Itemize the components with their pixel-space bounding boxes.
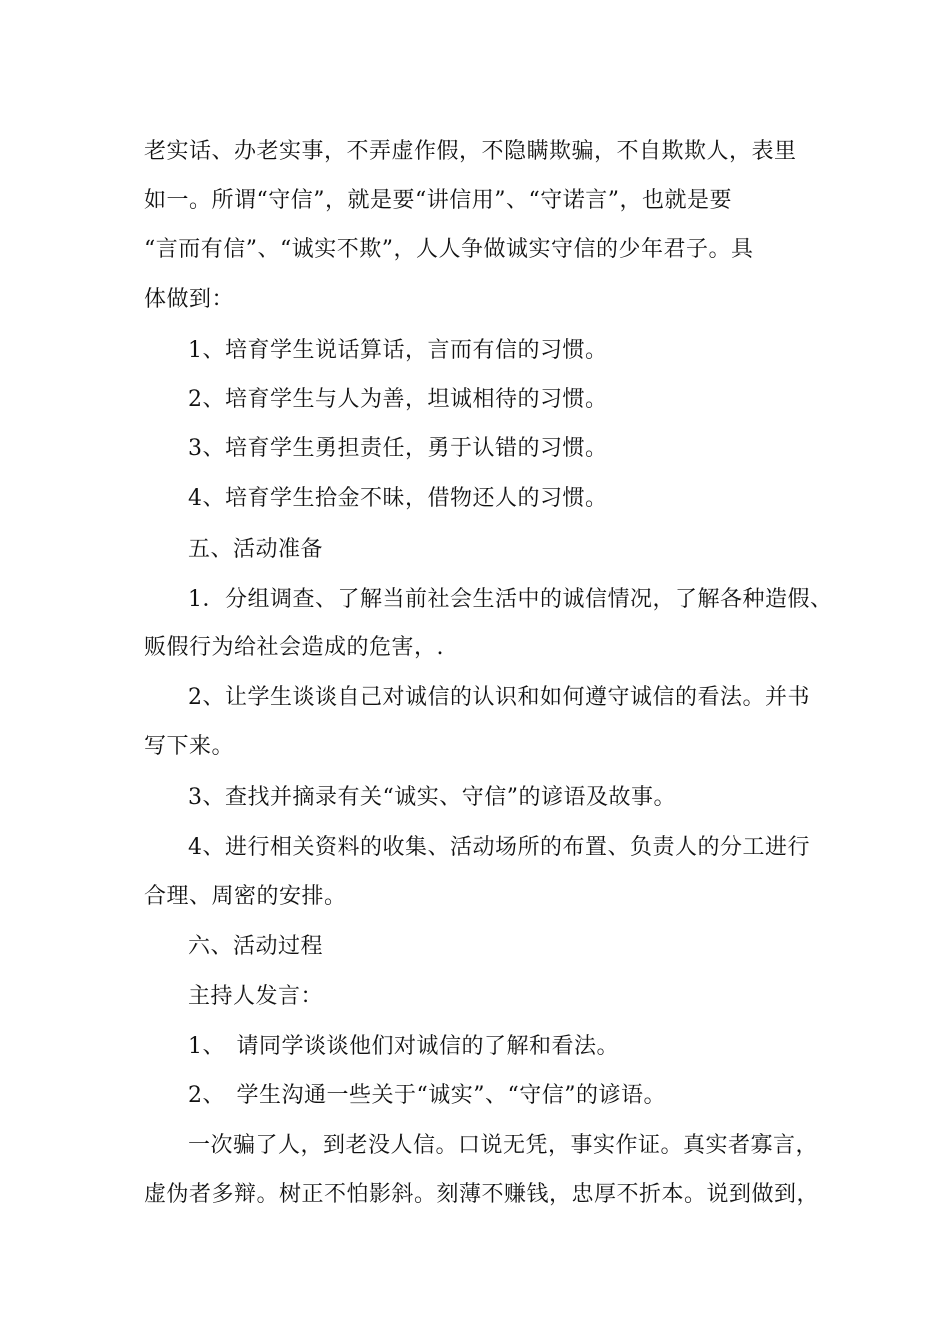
text-line: 主持人发言：: [188, 984, 324, 1009]
list-item: 1、培育学生说话算话，言而有信的习惯。: [188, 338, 608, 363]
list-item: 4、进行相关资料的收集、活动场所的布置、负责人的分工进行: [188, 835, 810, 860]
text-line: “言而有信”、“诚实不欺”，人人争做诚实守信的少年君子。具: [144, 237, 754, 262]
list-item: 2、 学生沟通一些关于“诚实”、“守信”的谚语。: [188, 1083, 666, 1108]
text-line: 虚伪者多辩。树正不怕影斜。刻薄不赚钱，忠厚不折本。说到做到，: [144, 1182, 820, 1207]
text-line: 贩假行为给社会造成的危害，.: [144, 635, 444, 660]
list-item: 1．分组调查、了解当前社会生活中的诚信情况，了解各种造假、: [188, 587, 833, 612]
list-item: 3、培育学生勇担责任，勇于认错的习惯。: [188, 436, 608, 461]
list-item: 3、查找并摘录有关“诚实、守信”的谚语及故事。: [188, 785, 676, 810]
text-line: 一次骗了人，到老没人信。口说无凭，事实作证。真实者寡言，: [188, 1133, 819, 1158]
section-heading: 六、活动过程: [188, 934, 324, 959]
text-line: 体做到：: [144, 287, 235, 312]
list-item: 2、让学生谈谈自己对诚信的认识和如何遵守诚信的看法。并书: [188, 685, 810, 710]
text-line: 如一。所谓“守信”，就是要“讲信用”、“守诺言”，也就是要: [144, 188, 732, 213]
text-line: 写下来。: [144, 734, 235, 759]
list-item: 1、 请同学谈谈他们对诚信的了解和看法。: [188, 1034, 619, 1059]
list-item: 2、培育学生与人为善，坦诚相待的习惯。: [188, 387, 608, 412]
text-line: 老实话、办老实事，不弄虚作假，不隐瞒欺骗，不自欺欺人，表里: [144, 139, 797, 164]
list-item: 4、培育学生拾金不昧，借物还人的习惯。: [188, 486, 608, 511]
section-heading: 五、活动准备: [188, 537, 324, 562]
text-line: 合理、周密的安排。: [144, 884, 347, 909]
